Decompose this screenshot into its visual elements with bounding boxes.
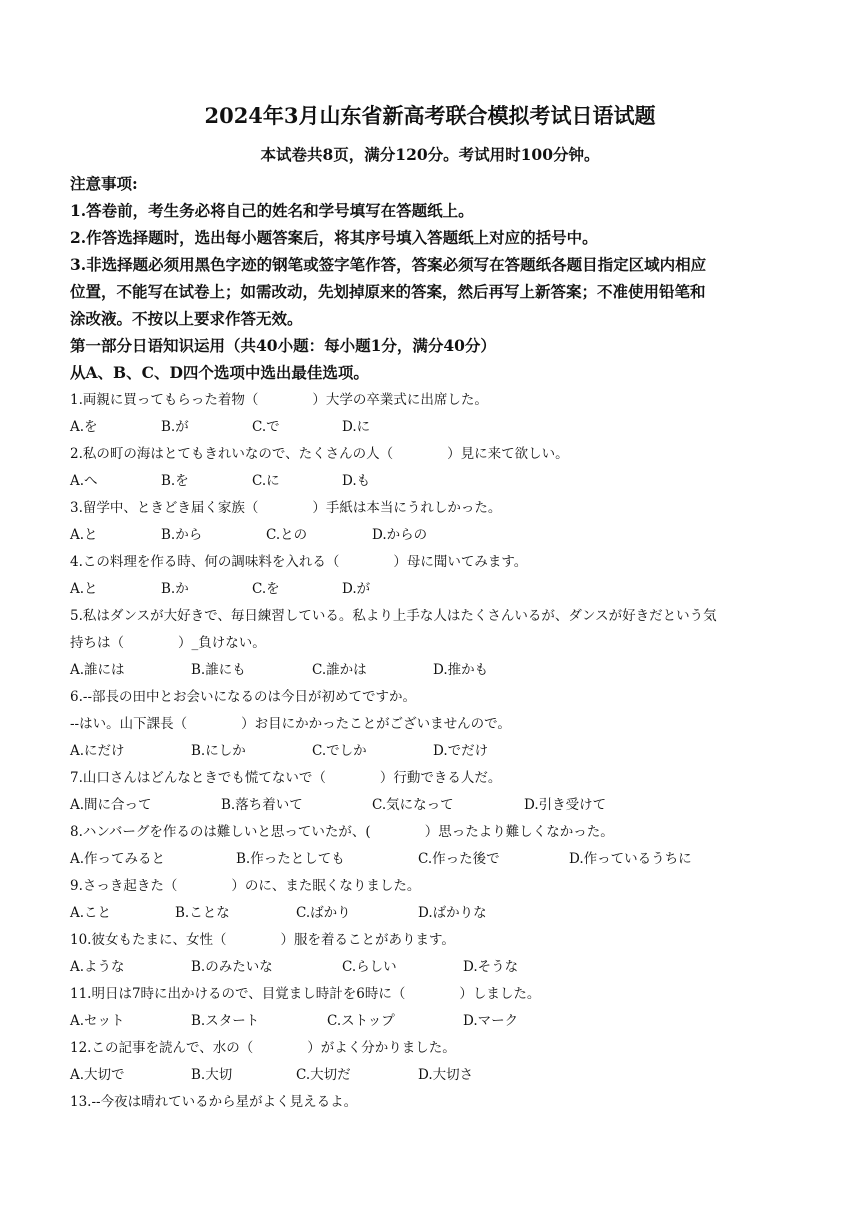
option-d[interactable]: D.作っているうちに — [569, 851, 692, 867]
option-d[interactable]: D.推かも — [433, 662, 489, 678]
option-a[interactable]: A.作ってみると — [70, 851, 166, 867]
question-9-text: 9.さっき起きた（ ）のに、また眠くなりました。 — [70, 878, 421, 894]
question-12-text: 12.この記事を読んで、水の（ ）がよく分かりました。 — [70, 1040, 456, 1056]
option-b[interactable]: B.か — [161, 581, 189, 597]
option-c[interactable]: C.でしか — [312, 743, 367, 759]
option-c[interactable]: C.誰かは — [312, 662, 367, 678]
option-c[interactable]: C.作った後で — [418, 851, 500, 867]
option-b[interactable]: B.が — [161, 419, 189, 435]
option-a[interactable]: A.と — [70, 581, 98, 597]
option-c[interactable]: C.ストップ — [327, 1013, 395, 1029]
question-8-options — [70, 847, 805, 867]
option-c[interactable]: C.に — [252, 473, 280, 489]
option-d[interactable]: D.でだけ — [433, 743, 489, 759]
option-b[interactable]: B.誰にも — [191, 662, 246, 678]
option-b[interactable]: B.から — [161, 527, 203, 543]
notes-item-1: 1.答卷前，考生务必将自己的姓名和学号填写在答题纸上。 — [70, 201, 474, 220]
question-1-options — [70, 415, 805, 435]
option-d[interactable]: D.そうな — [463, 959, 519, 975]
option-b[interactable]: B.落ち着いて — [221, 797, 303, 813]
question-2-options — [70, 469, 805, 489]
question-11-text: 11.明日は7時に出かけるので、目覚まし時計を6時に（ ）しました。 — [70, 986, 541, 1002]
option-c[interactable]: C.ばかり — [296, 905, 351, 921]
notes-item-3-line-3: 涂改液。不按以上要求作答无效。 — [70, 309, 303, 328]
option-b[interactable]: B.のみたいな — [191, 959, 273, 975]
option-c[interactable]: C.らしい — [342, 959, 397, 975]
question-7-text: 7.山口さんはどんなときでも慌てないで（ ）行動できる人だ。 — [70, 770, 502, 786]
exam-subtitle: 本试卷共8页，满分120分。考试用时100分钟。 — [260, 145, 600, 164]
option-a[interactable]: A.へ — [70, 473, 98, 489]
option-a[interactable]: A.にだけ — [70, 743, 125, 759]
option-c[interactable]: C.気になって — [372, 797, 454, 813]
question-12-options — [70, 1063, 805, 1083]
option-b[interactable]: B.を — [161, 473, 189, 489]
option-a[interactable]: A.間に合って — [70, 797, 152, 813]
option-c[interactable]: C.との — [266, 527, 308, 543]
option-b[interactable]: B.にしか — [191, 743, 246, 759]
option-c[interactable]: C.大切だ — [296, 1067, 351, 1083]
option-d[interactable]: D.に — [342, 419, 371, 435]
option-a[interactable]: A.大切で — [70, 1067, 125, 1083]
section-instruction: 从A、B、C、D四个选项中选出最佳选项。 — [70, 363, 369, 382]
question-9-options — [70, 901, 805, 921]
option-d[interactable]: D.も — [342, 473, 371, 489]
exam-title: 2024年3月山东省新高考联合模拟考试日语试题 — [204, 103, 656, 128]
option-d[interactable]: D.からの — [372, 527, 428, 543]
notes-item-3-line-1: 3.非选择题必须用黑色字迹的钢笔或签字笔作答，答案必须写在答题纸各题目指定区域内相应 — [70, 255, 707, 274]
question-8-text: 8.ハンバーグを作るのは難しいと思っていたが、( ）思ったより難しくなかった。 — [70, 824, 614, 840]
option-a[interactable]: A.こと — [70, 905, 112, 921]
option-a[interactable]: A.誰には — [70, 662, 125, 678]
question-6-options — [70, 739, 805, 759]
question-10-text: 10.彼女もたまに、女性（ ）服を着ることがあります。 — [70, 932, 455, 948]
question-1-text: 1.両親に買ってもらった着物（ ）大学の卒業式に出席した。 — [70, 392, 488, 408]
option-c[interactable]: C.で — [252, 419, 280, 435]
option-b[interactable]: B.大切 — [191, 1067, 233, 1083]
question-3-text: 3.留学中、ときどき届く家族（ ）手紙は本当にうれしかった。 — [70, 500, 502, 516]
option-b[interactable]: B.スタート — [191, 1013, 260, 1029]
question-4-options — [70, 577, 805, 597]
notes-item-2: 2.作答选择题时，选出每小题答案后，将其序号填入答题纸上对应的括号中。 — [70, 228, 598, 247]
option-c[interactable]: C.を — [252, 581, 280, 597]
option-d[interactable]: D.が — [342, 581, 371, 597]
option-a[interactable]: A.ような — [70, 959, 125, 975]
question-13-text: 13.--今夜は晴れているから星がよく見えるよ。 — [70, 1094, 358, 1110]
question-5-text: 5.私はダンスが大好きで、毎日練習している。私より上手な人はたくさんいるが、ダンスが好きだという気 — [70, 608, 717, 624]
option-d[interactable]: D.大切さ — [418, 1067, 474, 1083]
question-6-text: 6.--部長の田中とお会いになるのは今日が初めてですか。 — [70, 689, 417, 705]
notes-heading: 注意事项: — [70, 174, 138, 193]
question-4-text: 4.この料理を作る時、何の調味料を入れる（ ）母に聞いてみます。 — [70, 554, 528, 570]
option-b[interactable]: B.作ったとしても — [236, 851, 345, 867]
question-3-options — [70, 523, 805, 543]
option-d[interactable]: D.マーク — [463, 1013, 519, 1029]
question-10-options — [70, 955, 805, 975]
question-7-options — [70, 793, 805, 813]
option-a[interactable]: A.を — [70, 419, 98, 435]
option-d[interactable]: D.ばかりな — [418, 905, 487, 921]
notes-item-3-line-2: 位置，不能写在试卷上；如需改动，先划掉原来的答案，然后再写上新答案；不准使用铅笔和 — [70, 282, 706, 301]
option-d[interactable]: D.引き受けて — [524, 797, 607, 813]
question-6-text-cont: --はい。山下課長（ ）お目にかかったことがございませんので。 — [70, 716, 511, 732]
section-title: 第一部分日语知识运用（共40小题：每小题1分，满分40分） — [70, 336, 496, 355]
question-11-options — [70, 1009, 805, 1029]
question-2-text: 2.私の町の海はとてもきれいなので、たくさんの人（ ）見に来て欲しい。 — [70, 446, 569, 462]
option-b[interactable]: B.ことな — [175, 905, 230, 921]
option-a[interactable]: A.と — [70, 527, 98, 543]
question-5-options — [70, 658, 805, 678]
question-5-text-cont: 持ちは（ ）_負けない。 — [70, 635, 266, 651]
option-a[interactable]: A.セット — [70, 1013, 125, 1029]
